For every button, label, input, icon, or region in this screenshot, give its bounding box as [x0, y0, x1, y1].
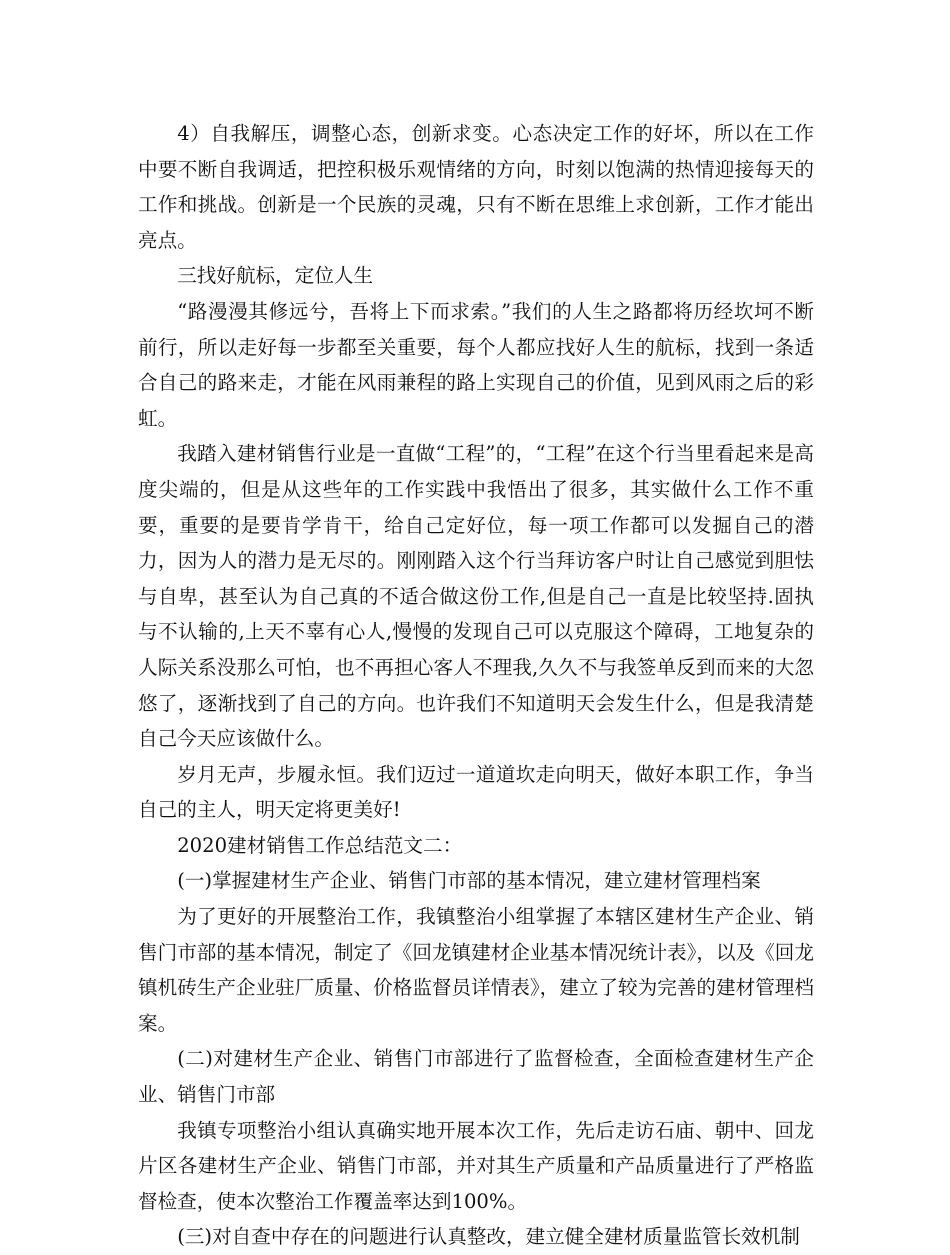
paragraph-self-relief: 4）自我解压，调整心态，创新求变。心态决定工作的好坏，所以在工作中要不断自我调适，把控积极乐观情绪的方向，时刻以饱满的热情迎接每天的工作和挑战。创新是一个民族的灵魂，只有不断在思维上求创新，工作才能出亮点。 [138, 122, 814, 252]
paragraph-archives: 为了更好的开展整治工作，我镇整治小组掌握了本辖区建材生产企业、销售门市部的基本情况，制定了《回龙镇建材企业基本情况统计表》，以及《回龙镇机砖生产企业驻厂质量、价格监督员详情表》，建立了较为完善的建材管理档案。 [138, 905, 814, 1035]
subheading-one: (一)掌握建材生产企业、销售门市部的基本情况，建立建材管理档案 [177, 869, 761, 893]
section-heading-sample-two: 2020建材销售工作总结范文二： [177, 833, 463, 857]
paragraph-quote-life-path: “路漫漫其修远兮，吾将上下而求索。”我们的人生之路都将历经坎坷不断前行，所以走好每一步都至关重要，每个人都应找好人生的航标，找到一条适合自己的路来走，才能在风雨兼程的路上实现自己的价值，见到风雨之后的彩虹。 [138, 299, 814, 430]
section-heading-navigation: 三找好航标，定位人生 [177, 264, 374, 288]
paragraph-inspection: 我镇专项整治小组认真确实地开展本次工作，先后走访石庙、朝中、回龙片区各建材生产企业、销售门市部，并对其生产质量和产品质量进行了严格监督检查，使本次整治工作覆盖率达到100%。 [138, 1118, 814, 1213]
subheading-two: (二)对建材生产企业、销售门市部进行了监督检查，全面检查建材生产企业、销售门市部 [138, 1047, 814, 1107]
paragraph-sales-experience: 我踏入建材销售行业是一直做“工程”的，“工程”在这个行当里看起来是高度尖端的，但是从这些年的工作实践中我悟出了很多，其实做什么工作不重要，重要的是要肯学肯干，给自己定好位，每一项工作都可以发掘自己的潜力，因为人的潜力是无尽的。刚刚踏入这个行当拜访客户时让自己感觉到胆怯与自卑，甚至认为自己真的不适合做这份工作,但是自己一直是比较坚持.固执与不认输的,上天不辜有心人,慢慢的发现自己可以克服这个障碍，工地复杂的人际关系没那么可怕，也不再担心客人不理我,久久不与我签单反到而来的大忽悠了，逐渐找到了自己的方向。也许我们不知道明天会发生什么，但是我清楚自己今天应该做什么。 [138, 442, 814, 751]
subheading-three: (三)对自查中存在的问题进行认真整改，建立健全建材质量监管长效机制 [177, 1225, 800, 1249]
paragraph-conclusion: 岁月无声，步履永恒。我们迈过一道道坎走向明天，做好本职工作，争当自己的主人，明天定将更美好! [138, 762, 814, 822]
document-body [138, 116, 814, 1255]
